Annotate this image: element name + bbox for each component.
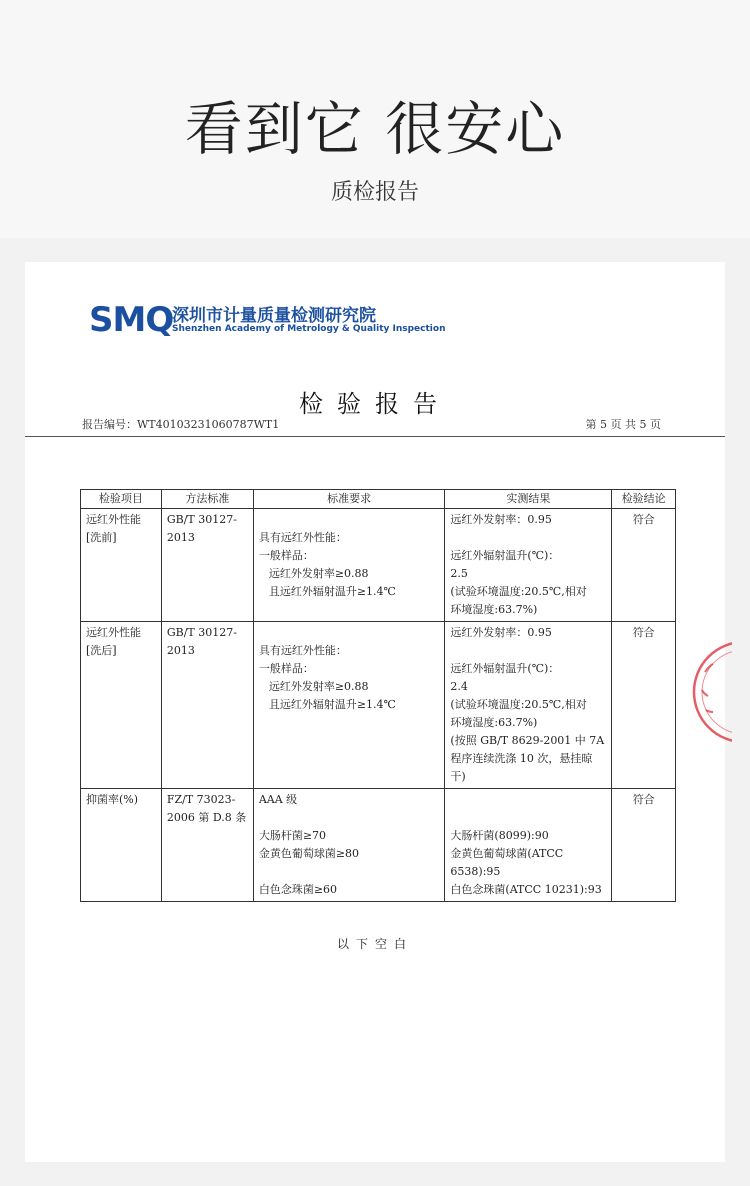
cell-conclusion: 符合	[612, 622, 676, 789]
text-line: 远红外发射率≥0.88	[268, 680, 369, 693]
text-line: 远红外性能	[86, 513, 141, 526]
text-line: 远红外发射率：0.95	[450, 626, 552, 639]
text-line: 2013	[166, 644, 195, 657]
text-line: 白色念珠菌(ATCC 10231):93	[450, 883, 602, 896]
inspection-table	[80, 489, 676, 902]
text-line	[450, 791, 606, 809]
page-subheadline: 质检报告	[330, 180, 419, 205]
table-row	[81, 509, 676, 622]
text-line: 抑菌率(%)	[86, 793, 139, 806]
text-line: 环境湿度:63.7%)	[450, 603, 538, 616]
header-method: 方法标准	[161, 490, 253, 509]
cell-conclusion: 符合	[612, 509, 676, 622]
text-line: (试验环境温度:20.5℃,相对	[450, 698, 587, 711]
table-row	[81, 789, 676, 902]
text-line: 且远红外辐射温升≥1.4℃	[268, 698, 396, 711]
report-number: 报告编号：WT40103231060787WT1	[82, 418, 280, 431]
text-line: GB/T 30127-	[166, 626, 237, 639]
header-result: 实测结果	[445, 490, 612, 509]
text-line: 远红外辐射温升(℃)：	[450, 549, 560, 562]
text-line: 程序连续洗涤 10 次，悬挂晾	[450, 752, 593, 765]
text-line: 干)	[450, 770, 466, 783]
report-title: 检验报告	[299, 390, 451, 418]
cell-conclusion: 符合	[612, 789, 676, 902]
text-line	[450, 809, 606, 827]
text-line	[259, 511, 440, 529]
cell-item	[81, 622, 162, 789]
text-line: 一般样品：	[258, 662, 314, 675]
text-line: 环境湿度:63.7%)	[450, 716, 538, 729]
text-line: 6538):95	[450, 865, 501, 878]
cell-requirement	[253, 622, 445, 789]
text-line: 远红外发射率≥0.88	[268, 567, 369, 580]
cell-requirement	[253, 789, 445, 902]
text-line: 金黄色葡萄球菌≥80	[258, 847, 360, 860]
smq-logo	[89, 300, 469, 344]
text-line: 且远红外辐射温升≥1.4℃	[268, 585, 396, 598]
text-line: [洗前]	[86, 531, 117, 544]
text-line: 2.4	[450, 680, 468, 693]
text-line	[259, 863, 440, 881]
cell-method	[161, 509, 253, 622]
text-line: [洗后]	[86, 644, 117, 657]
text-line	[259, 624, 440, 642]
text-line: 白色念珠菌≥60	[258, 883, 338, 896]
header-divider	[25, 436, 725, 437]
text-line: 远红外性能	[86, 626, 141, 639]
end-of-report-note: 以下空白	[336, 937, 413, 951]
text-line: 2.5	[450, 567, 468, 580]
text-line: FZ/T 73023-	[166, 793, 236, 806]
text-line	[259, 809, 440, 827]
text-line	[450, 642, 606, 660]
cell-result	[445, 622, 612, 789]
logo-name-cn: 深圳市计量质量检测研究院	[172, 306, 376, 326]
text-line: (按照 GB/T 8629-2001 中 7A	[450, 734, 605, 747]
logo-abbr: SMQ	[89, 300, 174, 340]
cell-item	[81, 789, 162, 902]
cell-result	[445, 509, 612, 622]
text-line: (试验环境温度:20.5℃,相对	[450, 585, 587, 598]
text-line: 大肠杆菌≥70	[258, 829, 327, 842]
cell-item	[81, 509, 162, 622]
page-headline: 看到它 很安心	[184, 95, 566, 163]
table-row	[81, 622, 676, 789]
text-line	[450, 529, 606, 547]
page-indicator: 第 5 页 共 5 页	[585, 418, 661, 431]
text-line: 2006 第 D.8 条	[166, 811, 247, 824]
text-line: 远红外辐射温升(℃)：	[450, 662, 560, 675]
official-seal-stamp	[672, 630, 732, 750]
text-line: AAA 级	[258, 793, 298, 806]
header-conclusion: 检验结论	[612, 490, 676, 509]
text-line: GB/T 30127-	[166, 513, 237, 526]
text-line: 金黄色葡萄球菌(ATCC	[450, 847, 564, 860]
text-line: 具有远红外性能：	[258, 644, 347, 657]
text-line: 2013	[166, 531, 195, 544]
text-line: 远红外发射率：0.95	[450, 513, 552, 526]
banner	[0, 0, 750, 238]
table-header-row	[81, 490, 676, 509]
text-line: 具有远红外性能：	[258, 531, 347, 544]
text-line: 一般样品：	[258, 549, 314, 562]
cell-requirement	[253, 509, 445, 622]
header-requirement: 标准要求	[253, 490, 445, 509]
cell-result	[445, 789, 612, 902]
header-item: 检验项目	[81, 490, 162, 509]
cell-method	[161, 789, 253, 902]
text-line: 大肠杆菌(8099):90	[450, 829, 549, 842]
logo-name-en: Shenzhen Academy of Metrology & Quality Inspection	[172, 324, 446, 334]
cell-method	[161, 622, 253, 789]
report-document	[25, 262, 725, 1162]
